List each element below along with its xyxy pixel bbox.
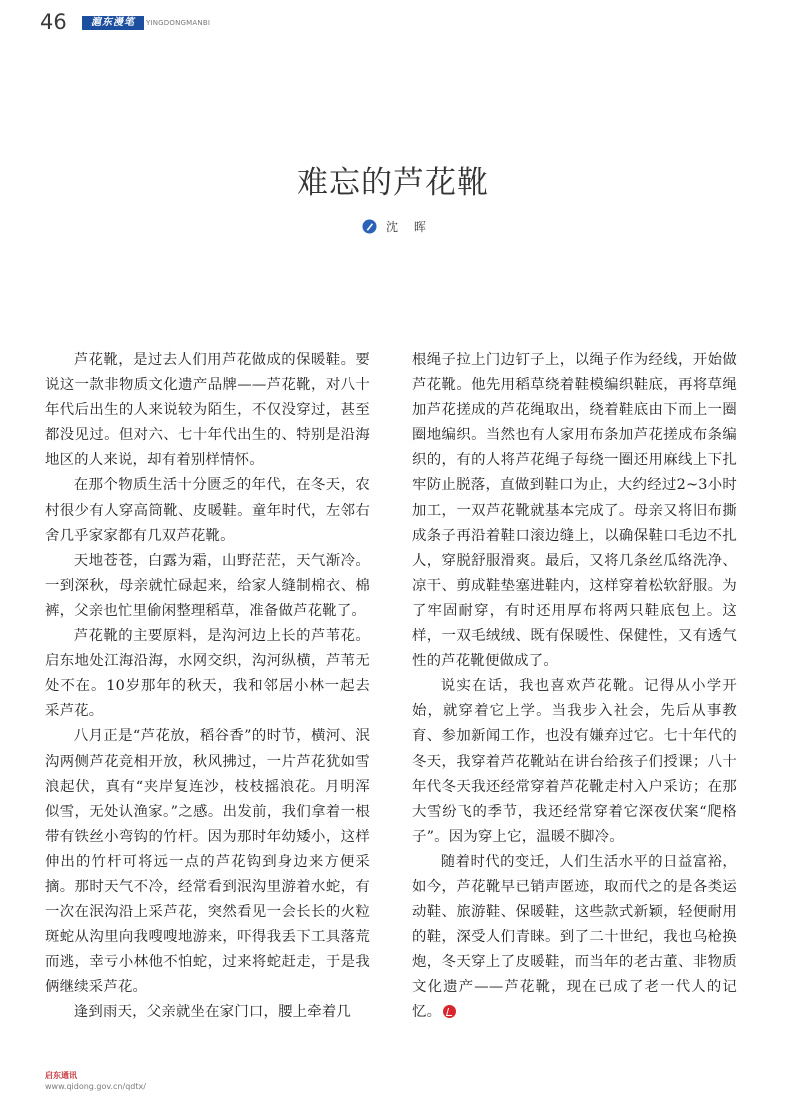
column-pinyin: YINGDONGMANBI [146, 19, 211, 27]
magazine-url: www.qidong.gov.cn/qdtx/ [45, 1082, 146, 1091]
paragraph-last [412, 850, 737, 1026]
author-name: 沈 晖 [386, 219, 432, 234]
byline [362, 218, 432, 234]
paragraph: 在那个物质生活十分匮乏的年代，在冬天，农村很少有人穿高筒靴、皮暖鞋。童年时代，左邻右舍几乎家家都有几双芦花靴。 [45, 477, 370, 544]
magazine-name: 启东通讯 [45, 1071, 77, 1080]
page-footer [45, 1070, 146, 1093]
body-column-right [412, 348, 737, 1026]
paragraph: 天地苍苍，白露为霜，山野茫茫，天气渐冷。一到深秋，母亲就忙碌起来，给家人缝制棉衣、棉裤，父亲也忙里偷闲整理稻草，准备做芦花靴了。 [45, 552, 370, 619]
column-badge: 滬东漫笔 [82, 16, 144, 30]
paragraph: 说实在话，我也喜欢芦花靴。记得从小学开始，就穿着它上学。当我步入社会，先后从事教育、参加新闻工作，也没有嫌弃过它。七十年代的冬天，我穿着芦花靴站在讲台给孩子们授课；八十年代冬天我还经常穿着芦花靴走村入户采访；在那大雪纷飞的季节，我还经常穿着它深夜伏案“爬格子”。因为穿上它，温暖不脚冷。 [412, 678, 737, 845]
paragraph: 八月正是“芦花放，稻谷香”的时节，横河、泯沟两侧芦花竞相开放，秋风拂过，一片芦花犹如雪浪起伏，真有“夹岸复连沙，枝枝摇浪花。月明浑似雪，无处认渔家。”之感。出发前，我们拿着一根带有铁丝小弯钩的竹杆。因为那时年幼矮小，这样伸出的竹杆可将远一点的芦花钩到身边来方便采摘。那时天气不冷，经常看到泯沟里游着水蛇，有一次在泯沟沿上采芦花，突然看见一会长长的火粒斑蛇从沟里向我嗖嗖地游来，吓得我丢下工具落荒而逃，幸亏小林他不怕蛇，过来将蛇赶走，于是我俩继续采芦花。 [45, 728, 370, 996]
page-number: 46 [40, 10, 67, 34]
paragraph-text: 随着时代的变迁，人们生活水平的日益富裕，如今，芦花靴早已销声匿迹，取而代之的是各类运动鞋、旅游鞋、保暖鞋，这些款式新颖，轻便耐用的鞋，深受人们青睐。到了二十世纪，我也乌枪换炮，冬天穿上了皮暖鞋，而当年的老古董、非物质文化遗产——芦花靴，现在已成了老一代人的记忆。 [412, 853, 737, 1021]
body-column-left [45, 348, 370, 1026]
pen-icon [362, 219, 377, 234]
article-title: 难忘的芦花靴 [297, 165, 489, 201]
paragraph: 芦花靴的主要原料，是沟河边上长的芦苇花。启东地处江海沿海，水网交织，沟河纵横，芦苇无处不在。10岁那年的秋天，我和邻居小林一起去采芦花。 [45, 628, 370, 720]
end-mark-icon [443, 1005, 456, 1018]
paragraph: 芦花靴，是过去人们用芦花做成的保暖鞋。要说这一款非物质文化遗产品牌——芦花靴，对八十年代后出生的人来说较为陌生，不仅没穿过，甚至都没见过。但对六、七十年代出生的、特别是沿海地区的人来说，却有着别样情怀。 [45, 352, 370, 469]
paragraph-continuation: 根绳子拉上门边钉子上，以绳子作为经线，开始做芦花靴。他先用稻草绕着鞋模编织鞋底，再将草绳加芦花搓成的芦花绳取出，绕着鞋底由下而上一圈圈地编织。当然也有人家用布条加芦花搓成布条编织的，有的人将芦花绳子每绕一圈还用麻线上下扎牢防止脱落，直做到鞋口为止，大约经过2~3小时加工，一双芦花靴就基本完成了。母亲又将旧布撕成条子再沿着鞋口滚边缝上，以确保鞋口毛边不扎人，穿脱舒服滑爽。最后，又将几条丝瓜络洗净、凉干、剪成鞋垫塞进鞋内，这样穿着松软舒服。为了牢固耐穿，有时还用厚布将两只鞋底包上。这样，一双毛绒绒、既有保暖性、保健性，又有透气性的芦花靴便做成了。 [412, 352, 737, 670]
paragraph: 逢到雨天，父亲就坐在家门口，腰上牵着几 [73, 1004, 352, 1021]
